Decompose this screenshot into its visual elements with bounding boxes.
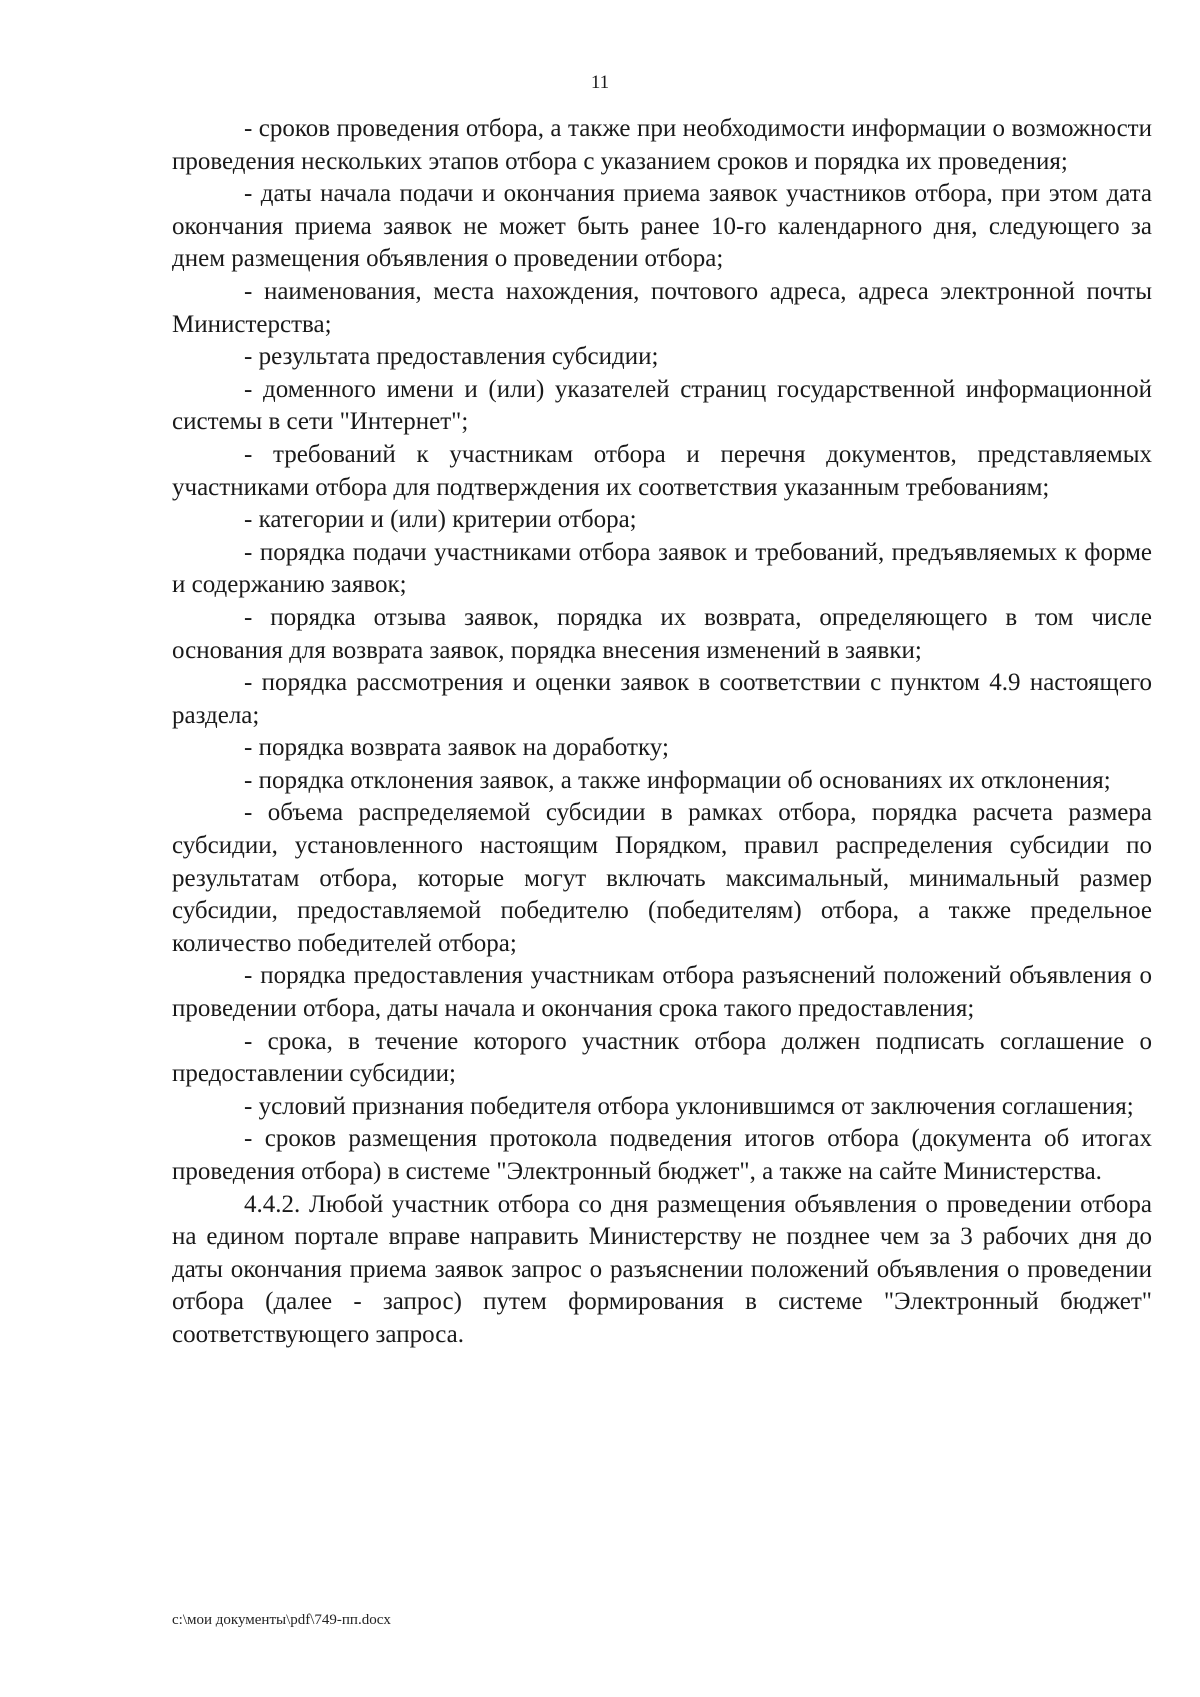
paragraph: - категории и (или) критерии отбора; xyxy=(244,506,637,534)
paragraph: - сроков размещения протокола подведения итогов отбора (документа об итогах проведения отбора) в системе "Электронный бюджет", а также на сайте Министерства. xyxy=(172,1125,1152,1185)
footer-file-path: c:\мои документы\pdf\749-пп.docx xyxy=(172,1612,391,1628)
paragraph: - даты начала подачи и окончания приема заявок участников отбора, при этом дата окончания приема заявок не может быть ранее 10-го календарного дня, следующего за днем размещения объявления о проведении отбора; xyxy=(172,180,1152,273)
paragraph: - срока, в течение которого участник отбора должен подписать соглашение о предоставлении субсидии; xyxy=(172,1027,1152,1088)
paragraph: - наименования, места нахождения, почтового адреса, адреса электронной почты Министерства; xyxy=(172,277,1152,338)
paragraph: - порядка возврата заявок на доработку; xyxy=(244,734,669,762)
paragraph: - порядка отзыва заявок, порядка их возврата, определяющего в том числе основания для возврата заявок, порядка внесения изменений в заявки; xyxy=(172,603,1152,664)
document-body xyxy=(172,113,1152,1352)
paragraph: - требований к участникам отбора и перечня документов, представляемых участниками отбора для подтверждения их соответствия указанным требованиям; xyxy=(172,440,1152,501)
paragraph: - порядка предоставления участникам отбора разъяснений положений объявления о проведении отбора, даты начала и окончания срока такого предоставления; xyxy=(172,962,1152,1023)
paragraph: - порядка рассмотрения и оценки заявок в соответствии с пунктом 4.9 настоящего раздела; xyxy=(172,669,1152,729)
paragraph: - объема распределяемой субсидии в рамках отбора, порядка расчета размера субсидии, установленного настоящим Порядком, правил распределения субсидии по результатам отбора, которые могут включать максимальный, минимальный размер субсидии, предоставляемой победителю (победителям) отбора, а также предельное количество победителей отбора; xyxy=(172,799,1152,957)
paragraph: - доменного имени и (или) указателей страниц государственной информационной системы в сети "Интернет"; xyxy=(172,375,1152,436)
paragraph: - условий признания победителя отбора уклонившимся от заключения соглашения; xyxy=(244,1092,1134,1120)
paragraph: 4.4.2. Любой участник отбора со дня размещения объявления о проведении отбора на едином портале вправе направить Министерству не позднее чем за 3 рабочих дня до даты окончания приема заявок запрос о разъяснении положений объявления о проведении отбора (далее - запрос) путем формирования в системе "Электронный бюджет" соответствующего запроса. xyxy=(172,1190,1152,1348)
paragraph: - порядка отклонения заявок, а также информации об основаниях их отклонения; xyxy=(244,766,1111,794)
paragraph: - результата предоставления субсидии; xyxy=(244,343,659,371)
paragraph: - порядка подачи участниками отбора заявок и требований, предъявляемых к форме и содержанию заявок; xyxy=(172,538,1152,599)
page-number: 11 xyxy=(590,72,610,93)
paragraph: - сроков проведения отбора, а также при необходимости информации о возможности проведения нескольких этапов отбора с указанием сроков и порядка их проведения; xyxy=(172,115,1152,175)
